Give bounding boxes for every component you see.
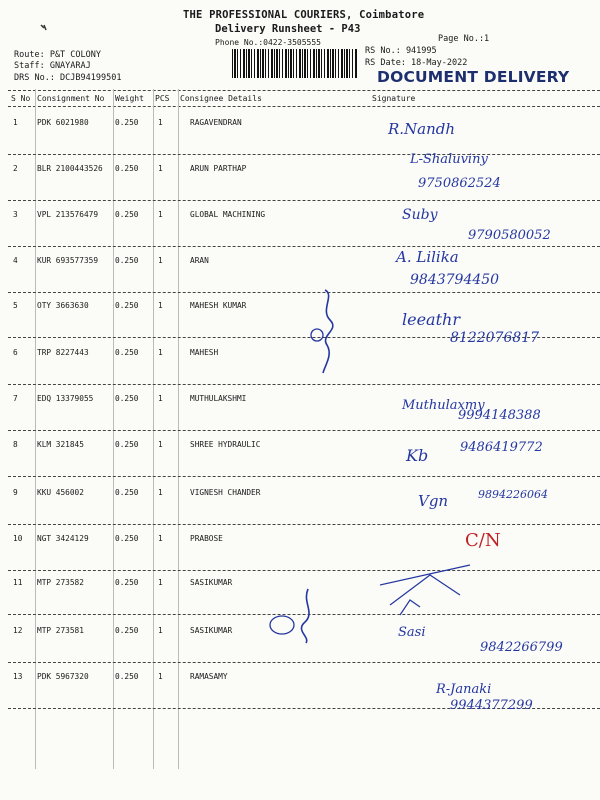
row-weight: 0.250: [115, 210, 139, 219]
col-separator: [113, 89, 114, 769]
row-sno: 8: [13, 440, 18, 449]
row-pcs: 1: [158, 626, 163, 635]
col-header-signature: Signature: [372, 94, 416, 103]
staff-label: Staff: GNAYARAJ: [14, 61, 91, 71]
row-consignment-no: KLM 321845: [37, 440, 84, 449]
phone-number: Phone No.:0422-3505555: [215, 38, 321, 47]
row-consignment-no: KKU 456002: [37, 488, 84, 497]
signature-text: C/N: [465, 530, 501, 551]
signature-text: L-Shaluviny: [410, 152, 488, 167]
row-consignee: MAHESH KUMAR: [190, 301, 247, 310]
row-divider: [8, 292, 600, 293]
row-weight: 0.250: [115, 672, 139, 681]
col-header-consignee: Consignee Details: [180, 94, 262, 103]
row-weight: 0.250: [115, 301, 139, 310]
row-pcs: 1: [158, 578, 163, 587]
header-top-divider: [8, 90, 600, 91]
row-pcs: 1: [158, 348, 163, 357]
col-separator: [35, 89, 36, 769]
col-separator: [153, 89, 154, 769]
row-divider: [8, 384, 600, 385]
row-sno: 11: [13, 578, 23, 587]
row-sno: 12: [13, 626, 23, 635]
rs-number: RS No.: 941995: [365, 46, 437, 56]
row-divider: [8, 570, 600, 571]
row-pcs: 1: [158, 534, 163, 543]
row-consignee: PRABOSE: [190, 534, 223, 543]
row-sno: 3: [13, 210, 18, 219]
signature-phone: 9750862524: [418, 176, 501, 191]
row-divider: [8, 476, 600, 477]
col-header-sno: S No: [11, 94, 31, 103]
row-consignment-no: EDQ 13379055: [37, 394, 94, 403]
row-consignee: SASIKUMAR: [190, 578, 233, 587]
row-weight: 0.250: [115, 534, 139, 543]
arrow-mark-icon: [370, 545, 490, 625]
signature-text: Sasi: [398, 625, 426, 640]
row-weight: 0.250: [115, 440, 139, 449]
row-consignment-no: PDK 5967320: [37, 672, 89, 681]
row-sno: 7: [13, 394, 18, 403]
col-header-pcs: PCS: [155, 94, 170, 103]
signature-phone: 9994148388: [458, 408, 541, 423]
rs-date: RS Date: 18-May-2022: [365, 58, 468, 68]
signature-text: 8122076817: [450, 330, 540, 346]
row-consignment-no: MTP 273582: [37, 578, 84, 587]
row-consignment-no: NGT 3424129: [37, 534, 89, 543]
row-consignment-no: PDK 6021980: [37, 118, 89, 127]
row-consignee: ARUN PARTHAP: [190, 164, 247, 173]
row-divider: [8, 154, 600, 155]
document-delivery-title: DOCUMENT DELIVERY: [377, 68, 570, 86]
row-pcs: 1: [158, 164, 163, 173]
row-weight: 0.250: [115, 394, 139, 403]
row-consignee: MUTHULAKSHMI: [190, 394, 247, 403]
row-consignee: SASIKUMAR: [190, 626, 233, 635]
signature-phone: 9486419772: [460, 440, 543, 455]
col-separator: [178, 89, 179, 769]
signature-text: Muthulaxmy: [402, 398, 485, 413]
header-bottom-divider: [8, 106, 600, 107]
row-sno: 6: [13, 348, 18, 357]
row-consignment-no: VPL 213576479: [37, 210, 99, 219]
signature-text: leeathr: [402, 310, 460, 329]
row-consignment-no: KUR 693577359: [37, 256, 99, 265]
row-pcs: 1: [158, 256, 163, 265]
signature-text: Suby: [402, 207, 438, 223]
row-divider: [8, 200, 600, 201]
row-divider: [8, 430, 600, 431]
row-weight: 0.250: [115, 118, 139, 127]
row-sno: 4: [13, 256, 18, 265]
row-consignee: ARAN: [190, 256, 209, 265]
row-weight: 0.250: [115, 348, 139, 357]
route-label: Route: P&T COLONY: [14, 50, 101, 60]
row-divider: [8, 524, 600, 525]
row-weight: 0.250: [115, 578, 139, 587]
row-sno: 1: [13, 118, 18, 127]
row-pcs: 1: [158, 394, 163, 403]
row-consignee: MAHESH: [190, 348, 219, 357]
brace-mark-icon: [305, 285, 345, 375]
signature-phone: 9894226064: [478, 488, 548, 501]
row-sno: 2: [13, 164, 18, 173]
runsheet-title: Delivery Runsheet - P43: [215, 23, 361, 35]
row-consignment-no: MTP 273581: [37, 626, 84, 635]
signature-text: R-Janaki: [436, 682, 492, 697]
signature-phone: 9843794450: [410, 272, 500, 288]
row-divider: [8, 662, 600, 663]
row-consignee: SHREE HYDRAULIC: [190, 440, 261, 449]
signature-text: Vgn: [418, 492, 449, 510]
scan-mark-icon: [38, 22, 52, 36]
row-weight: 0.250: [115, 488, 139, 497]
col-header-weight: Weight: [115, 94, 144, 103]
signature-phone: 9790580052: [468, 228, 551, 243]
row-pcs: 1: [158, 672, 163, 681]
row-weight: 0.250: [115, 256, 139, 265]
row-weight: 0.250: [115, 164, 139, 173]
row-consignment-no: BLR 2100443526: [37, 164, 103, 173]
row-sno: 5: [13, 301, 18, 310]
row-pcs: 1: [158, 488, 163, 497]
row-sno: 13: [13, 672, 23, 681]
page-number: Page No.:1: [438, 34, 490, 44]
row-consignment-no: OTY 3663630: [37, 301, 89, 310]
row-pcs: 1: [158, 210, 163, 219]
row-consignee: GLOBAL MACHINING: [190, 210, 266, 219]
row-weight: 0.250: [115, 626, 139, 635]
barcode-icon: [232, 49, 358, 78]
row-consignee: RAGAVENDRAN: [190, 118, 242, 127]
drs-number: DRS No.: DCJB94199501: [14, 73, 122, 83]
row-pcs: 1: [158, 440, 163, 449]
row-divider: [8, 246, 600, 247]
row-pcs: 1: [158, 301, 163, 310]
row-consignment-no: TRP 8227443: [37, 348, 89, 357]
signature-text: R.Nandh: [388, 120, 456, 138]
signature-text: A. Lilika: [396, 248, 459, 266]
row-pcs: 1: [158, 118, 163, 127]
signature-phone: 9842266799: [480, 640, 563, 655]
signature-phone: 9944377299: [450, 698, 533, 713]
row-consignee: RAMASAMY: [190, 672, 228, 681]
signature-text: Kb: [406, 446, 429, 465]
brace-mark-icon: [260, 585, 320, 645]
col-header-consignment: Consignment No: [37, 94, 105, 103]
row-sno: 10: [13, 534, 23, 543]
company-title: THE PROFESSIONAL COURIERS, Coimbatore: [183, 9, 425, 21]
row-sno: 9: [13, 488, 18, 497]
row-consignee: VIGNESH CHANDER: [190, 488, 261, 497]
